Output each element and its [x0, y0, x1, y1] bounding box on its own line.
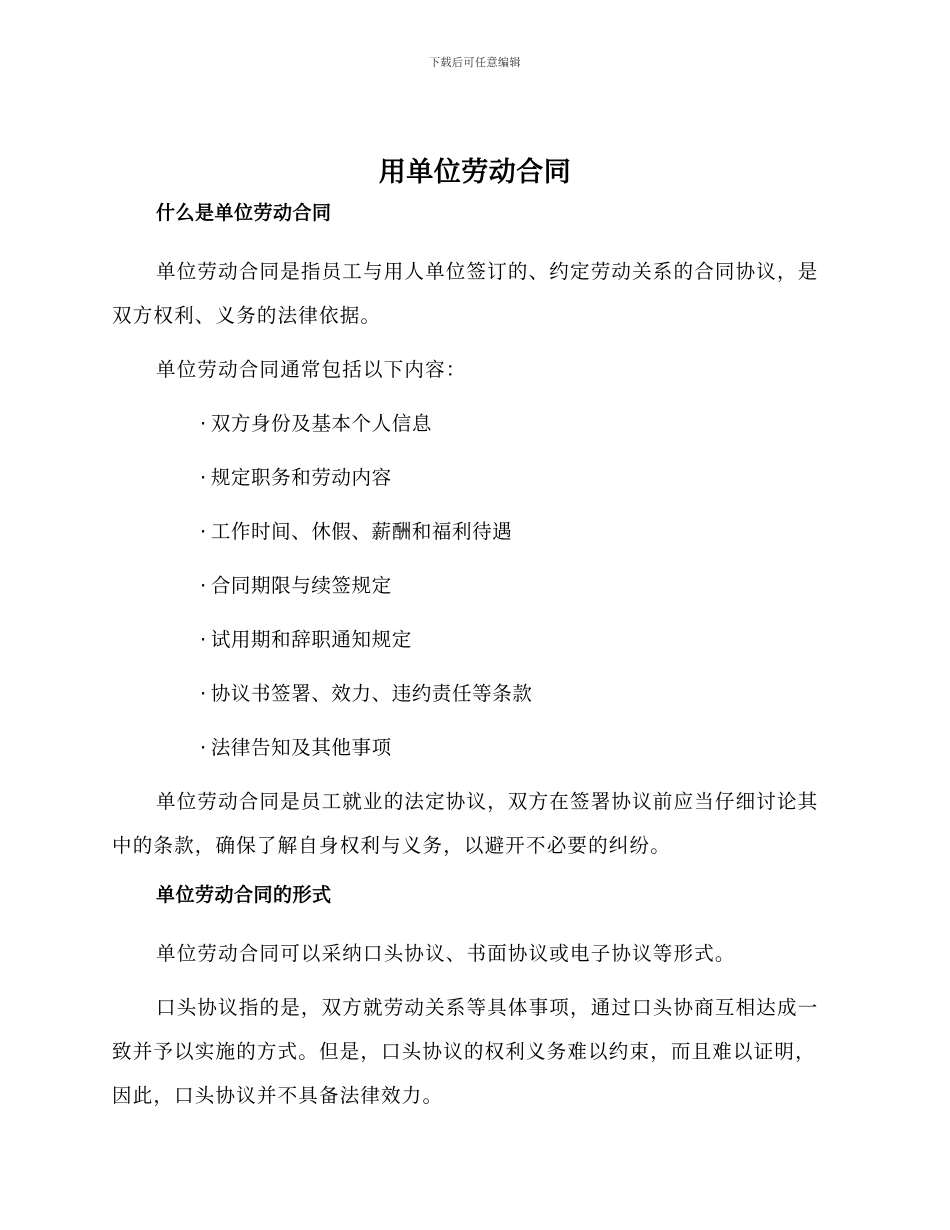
- bullet-text: 工作时间、休假、薪酬和福利待遇: [210, 520, 513, 543]
- document-title: 用单位劳动合同: [378, 157, 572, 188]
- bullet-dot: ·: [200, 412, 207, 435]
- paragraph-advice: 单位劳动合同是员工就业的法定协议，双方在签署协议前应当仔细讨论其中的条款，确保了解自身权利与义务，以避开不必要的纠纷。: [112, 790, 819, 857]
- bullet-item: [112, 402, 832, 446]
- bullet-text: 双方身份及基本个人信息: [210, 412, 432, 435]
- section-heading-forms: 单位劳动合同的形式: [156, 884, 332, 906]
- paragraph-forms-intro: 单位劳动合同可以采纳口头协议、书面协议或电子协议等形式。: [156, 942, 736, 965]
- document-body: [112, 196, 832, 1128]
- bullet-item: [112, 726, 832, 770]
- paragraph-oral-agreement: 口头协议指的是，双方就劳动关系等具体事项，通过口头协商互相达成一致并予以实施的方式。但是，口头协议的权利义务难以约束，而且难以证明，因此，口头协议并不具备法律效力。: [112, 996, 819, 1107]
- bullet-dot: ·: [200, 466, 207, 489]
- bullet-text: 协议书签署、效力、违约责任等条款: [210, 682, 533, 705]
- bullet-dot: ·: [200, 682, 207, 705]
- bullet-dot: ·: [200, 736, 207, 759]
- bullet-text: 法律告知及其他事项: [210, 736, 392, 759]
- bullet-text: 规定职务和劳动内容: [210, 466, 392, 489]
- bullet-text: 合同期限与续签规定: [210, 574, 392, 597]
- bullet-item: [112, 510, 832, 554]
- bullet-item: [112, 564, 832, 608]
- bullet-text: 试用期和辞职通知规定: [210, 628, 412, 651]
- paragraph-definition: 单位劳动合同是指员工与用人单位签订的、约定劳动关系的合同协议，是双方权利、义务的法律依据。: [112, 260, 819, 327]
- bullet-dot: ·: [200, 628, 207, 651]
- paragraph-contents-intro: 单位劳动合同通常包括以下内容：: [156, 358, 467, 381]
- bullet-dot: ·: [200, 520, 207, 543]
- bullet-item: [112, 672, 832, 716]
- bullet-item: [112, 618, 832, 662]
- bullet-dot: ·: [200, 574, 207, 597]
- bullet-item: [112, 456, 832, 500]
- section-heading-what-is: 什么是单位劳动合同: [156, 202, 332, 224]
- header-note: 下载后可任意编辑: [429, 56, 521, 69]
